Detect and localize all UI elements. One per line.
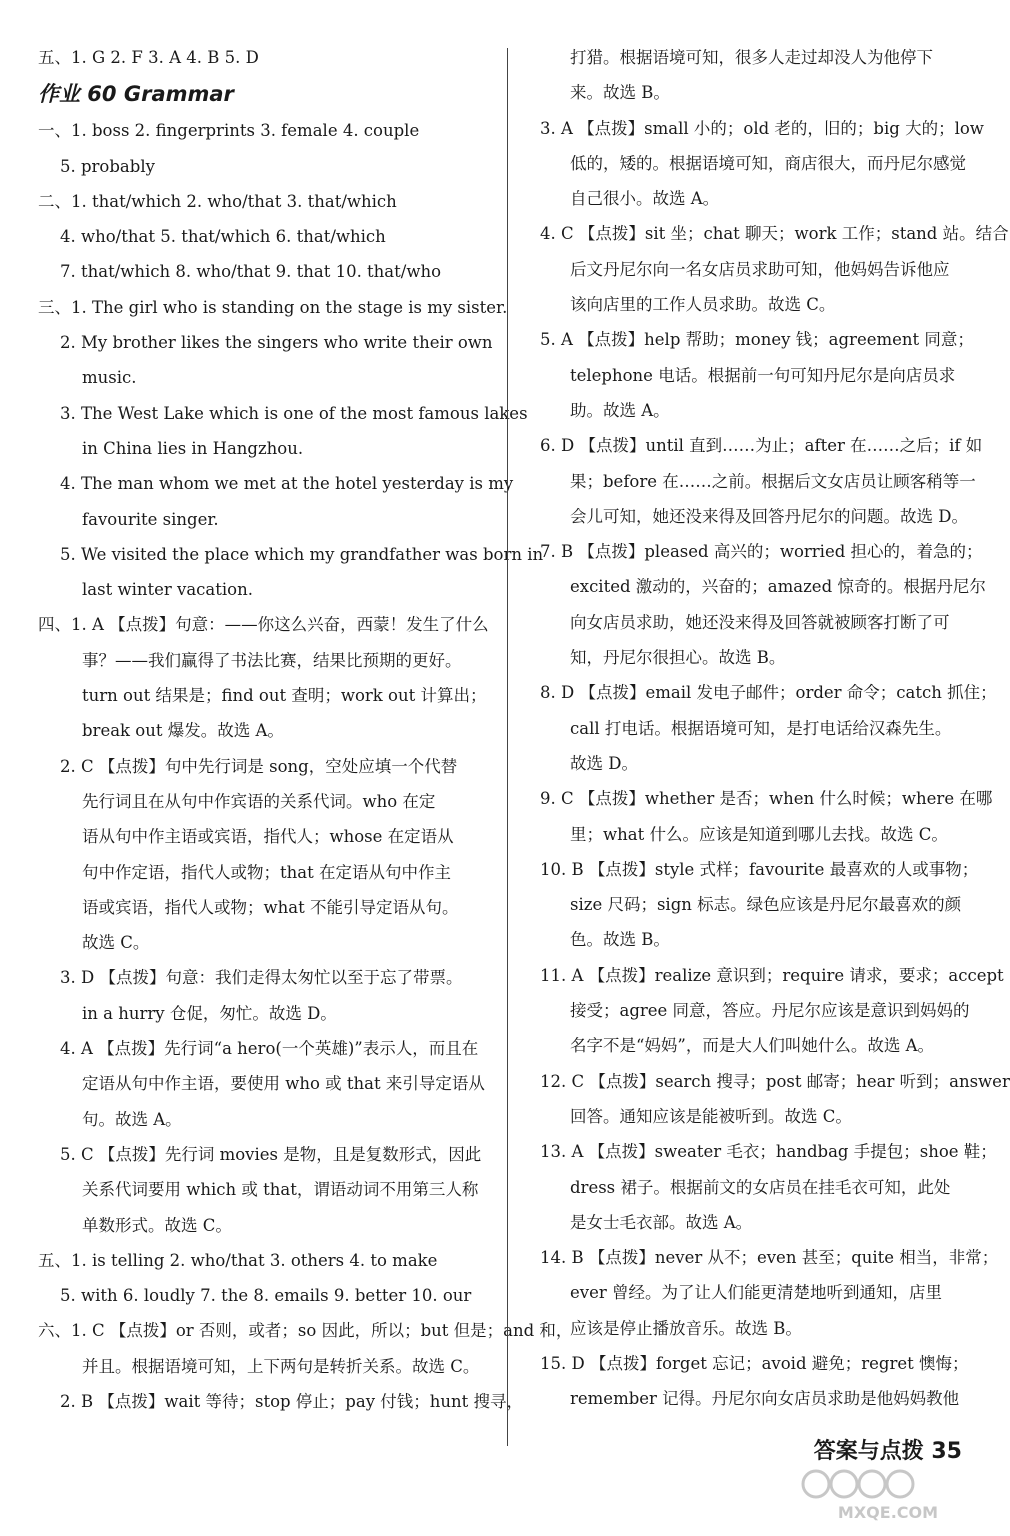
text-line: 向女店员求助，她还没来得及回答就被顾客打断了可 [570,612,950,632]
text-line: 9. C 【点拨】whether 是否；when 什么时候；where 在哪 [540,789,993,809]
text-line: 12. C 【点拨】search 搜寻；post 邮寄；hear 听到；answer [540,1071,1010,1091]
right-column [540,40,1010,1417]
text-line: 一、1. boss 2. fingerprints 3. female 4. couple [38,121,420,141]
text-line: 3. The West Lake which is one of the most famous lakes [60,403,528,423]
text-line: 语或宾语，指代人或物；what 不能引导定语从句。 [82,897,459,917]
text-line: 4. C 【点拨】sit 坐；chat 聊天；work 工作；stand 站。结合 [540,224,1009,244]
text-line: 语从句中作主语或宾语，指代人；whose 在定语从 [82,827,454,847]
text-line: 事？——我们赢得了书法比赛，结果比预期的更好。 [82,650,462,670]
text-line: 单数形式。故选 C。 [82,1215,232,1235]
text-line: 11. A 【点拨】realize 意识到；require 请求，要求；accept [540,965,1004,985]
text-line: 7. B 【点拨】pleased 高兴的；worried 担心的，着急的； [540,542,983,562]
text-line: 2. C 【点拨】句中先行词是 song，空处应填一个代替 [60,756,458,776]
text-line: 回答。通知应该是能被听到。故选 C。 [570,1106,852,1126]
text-line: 10. B 【点拨】style 式样；favourite 最喜欢的人或事物； [540,859,979,879]
text-line: size 尺码；sign 标志。绿色应该是丹尼尔最喜欢的颜 [570,895,962,915]
text-line: 三、1. The girl who is standing on the stage is my sister. [38,297,508,317]
text-line: 该向店里的工作人员求助。故选 C。 [570,295,836,315]
text-line: telephone 电话。根据前一句可知丹尼尔是向店员求 [570,365,956,385]
column-divider [507,48,508,1446]
text-line: 3. A 【点拨】small 小的；old 老的，旧的；big 大的；low [540,118,984,138]
text-line: 4. who/that 5. that/which 6. that/which [60,227,386,247]
text-line: 果；before 在……之前。根据后文女店员让顾客稍等一 [570,471,976,491]
text-line: 5. probably [60,156,155,176]
text-line: 五、1. G 2. F 3. A 4. B 5. D [38,48,259,67]
text-line: favourite singer. [82,509,219,529]
text-line: 打猎。根据语境可知，很多人走过却没人为他停下 [570,48,933,67]
text-line: 2. B 【点拨】wait 等待；stop 停止；pay 付钱；hunt 搜寻， [60,1391,524,1411]
text-line: 2. My brother likes the singers who write their own [60,333,493,353]
text-line: 4. A 【点拨】先行词“a hero(一个英雄)”表示人，而且在 [60,1039,479,1059]
text-line: music. [82,368,137,388]
text-line: 五、1. is telling 2. who/that 3. others 4. to make [38,1250,438,1270]
page-number: 35 [931,1439,962,1464]
text-line: 句。故选 A。 [82,1109,182,1129]
text-line: 7. that/which 8. who/that 9. that 10. that/who [60,262,442,282]
section-heading: 作业 60 Grammar [38,82,234,107]
text-line: 13. A 【点拨】sweater 毛衣；handbag 手提包；shoe 鞋； [540,1142,997,1162]
text-line: 来。故选 B。 [570,83,670,103]
text-line: 助。故选 A。 [570,400,670,420]
text-line: 后文丹尼尔向一名女店员求助可知，他妈妈告诉他应 [570,259,950,279]
text-line: excited 激动的，兴奋的；amazed 惊奇的。根据丹尼尔 [570,577,986,597]
watermark-text: MXQE.COM [837,1503,939,1522]
text-line: remember 记得。丹尼尔向女店员求助是他妈妈教他 [570,1389,960,1409]
text-line: 名字不是“妈妈”，而是大人们叫她什么。故选 A。 [570,1036,935,1056]
text-line: 应该是停止播放音乐。故选 B。 [570,1318,802,1338]
text-line: 故选 D。 [570,753,638,773]
text-line: 6. D 【点拨】until 直到……为止；after 在……之后；if 如 [540,436,983,456]
text-line: 5. A 【点拨】help 帮助；money 钱；agreement 同意； [540,330,974,350]
page-footer [814,1434,962,1465]
text-line: 3. D 【点拨】句意：我们走得太匆忙以至于忘了带票。 [60,968,463,988]
text-line: 14. B 【点拨】never 从不；even 甚至；quite 相当，非常； [540,1248,999,1268]
text-line: 知，丹尼尔很担心。故选 B。 [570,648,786,668]
text-line: 低的，矮的。根据语境可知，商店很大，而丹尼尔感觉 [570,153,966,173]
text-line: 自己很小。故选 A。 [570,189,720,209]
text-line: last winter vacation. [82,580,253,600]
text-line: 六、1. C 【点拨】or 否则，或者；so 因此，所以；but 但是；and 和， [38,1321,573,1341]
watermark-logo [800,1466,976,1524]
text-line: 4. The man whom we met at the hotel yesterday is my [60,474,514,494]
text-line: 是女士毛衣部。故选 A。 [570,1212,753,1232]
text-line: 会儿可知，她还没来得及回答丹尼尔的问题。故选 D。 [570,506,968,526]
text-line: 先行词且在从句中作宾语的关系代词。who 在定 [82,791,436,811]
text-line: 四、1. A 【点拨】句意：——你这么兴奋，西蒙！发生了什么 [38,615,489,635]
text-line: 15. D 【点拨】forget 忘记；avoid 避免；regret 懊悔； [540,1353,969,1373]
text-line: 5. We visited the place which my grandfather was born in [60,544,544,564]
text-line: 8. D 【点拨】email 发电子邮件；order 命令；catch 抓住； [540,683,997,703]
footer-label: 答案与点拨 [813,1439,924,1464]
text-line: 故选 C。 [82,933,150,953]
text-line: ever 曾经。为了让人们能更清楚地听到通知，店里 [570,1283,942,1303]
left-column [38,40,573,1419]
text-line: 里；what 什么。应该是知道到哪儿去找。故选 C。 [570,824,948,844]
text-line: 5. C 【点拨】先行词 movies 是物，且是复数形式，因此 [60,1144,482,1164]
text-line: in China lies in Hangzhou. [82,438,304,458]
text-line: 色。故选 B。 [570,930,670,950]
text-line: 并且。根据语境可知，上下两句是转折关系。故选 C。 [82,1356,480,1376]
text-line: in a hurry 仓促，匆忙。故选 D。 [82,1003,337,1023]
text-line: call 打电话。根据语境可知，是打电话给汉森先生。 [570,718,952,738]
text-line: turn out 结果是；find out 查明；work out 计算出； [82,686,487,706]
text-line: dress 裙子。根据前文的女店员在挂毛衣可知，此处 [570,1177,951,1197]
text-line: 定语从句中作主语，要使用 who 或 that 来引导定语从 [82,1074,485,1094]
text-line: 接受；agree 同意，答应。丹尼尔应该是意识到妈妈的 [570,1001,970,1021]
text-line: 关系代词要用 which 或 that，谓语动词不用第三人称 [82,1180,479,1200]
text-line: 句中作定语，指代人或物；that 在定语从句中作主 [82,862,451,882]
text-line: 二、1. that/which 2. who/that 3. that/which [38,191,397,211]
text-line: break out 爆发。故选 A。 [82,721,284,741]
text-line: 5. with 6. loudly 7. the 8. emails 9. better 10. our [60,1286,472,1306]
